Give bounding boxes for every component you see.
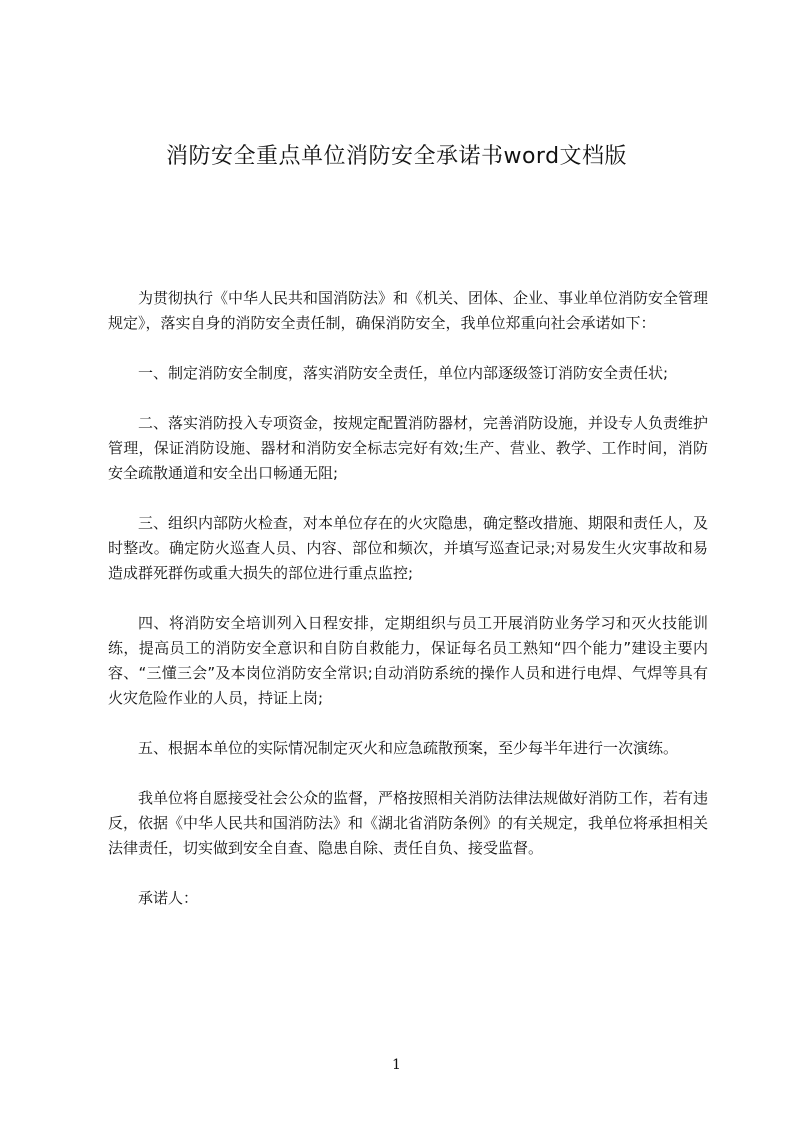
commitment-item-3: 三、组织内部防火检查，对本单位存在的火灾隐患，确定整改措施、期限和责任人，及时整改。确定防火巡查人员、内容、部位和频次，并填写巡查记录;对易发生火灾事故和易造成群死群伤或重大损失的部位进行重点监控;: [108, 514, 709, 582]
intro-paragraph: 为贯彻执行《中华人民共和国消防法》和《机关、团体、企业、事业单位消防安全管理规定》，落实自身的消防安全责任制，确保消防安全，我单位郑重向社会承诺如下：: [108, 289, 709, 332]
supervision-paragraph: 我单位将自愿接受社会公众的监督，严格按照相关消防法律法规做好消防工作，若有违反，依据《中华人民共和国消防法》和《湖北省消防条例》的有关规定，我单位将承担相关法律责任，切实做到安全自查、隐患自除、责任自负、接受监督。: [108, 789, 709, 857]
document-title: 消防安全重点单位消防安全承诺书word文档版: [165, 144, 628, 169]
document-body: [108, 286, 708, 911]
commitment-item-2: 二、落实消防投入专项资金，按规定配置消防器材，完善消防设施，并设专人负责维护管理，保证消防设施、器材和消防安全标志完好有效;生产、营业、教学、工作时间，消防安全疏散通道和安全出口畅通无阻;: [108, 414, 709, 482]
signatory-label: 承诺人：: [138, 889, 199, 907]
commitment-item-4: 四、将消防安全培训列入日程安排，定期组织与员工开展消防业务学习和灭火技能训练，提高员工的消防安全意识和自防自救能力，保证每名员工熟知“四个能力”建设主要内容、“三懂三会”及本岗位消防安全常识;自动消防系统的操作人员和进行电焊、气焊等具有火灾危险作业的人员，持证上岗;: [108, 614, 708, 707]
commitment-item-1: 一、制定消防安全制度，落实消防安全责任，单位内部逐级签订消防安全责任状;: [138, 364, 669, 382]
commitment-item-5: 五、根据本单位的实际情况制定灭火和应急疏散预案，至少每半年进行一次演练。: [138, 739, 679, 757]
page-number: 1: [392, 1057, 401, 1073]
